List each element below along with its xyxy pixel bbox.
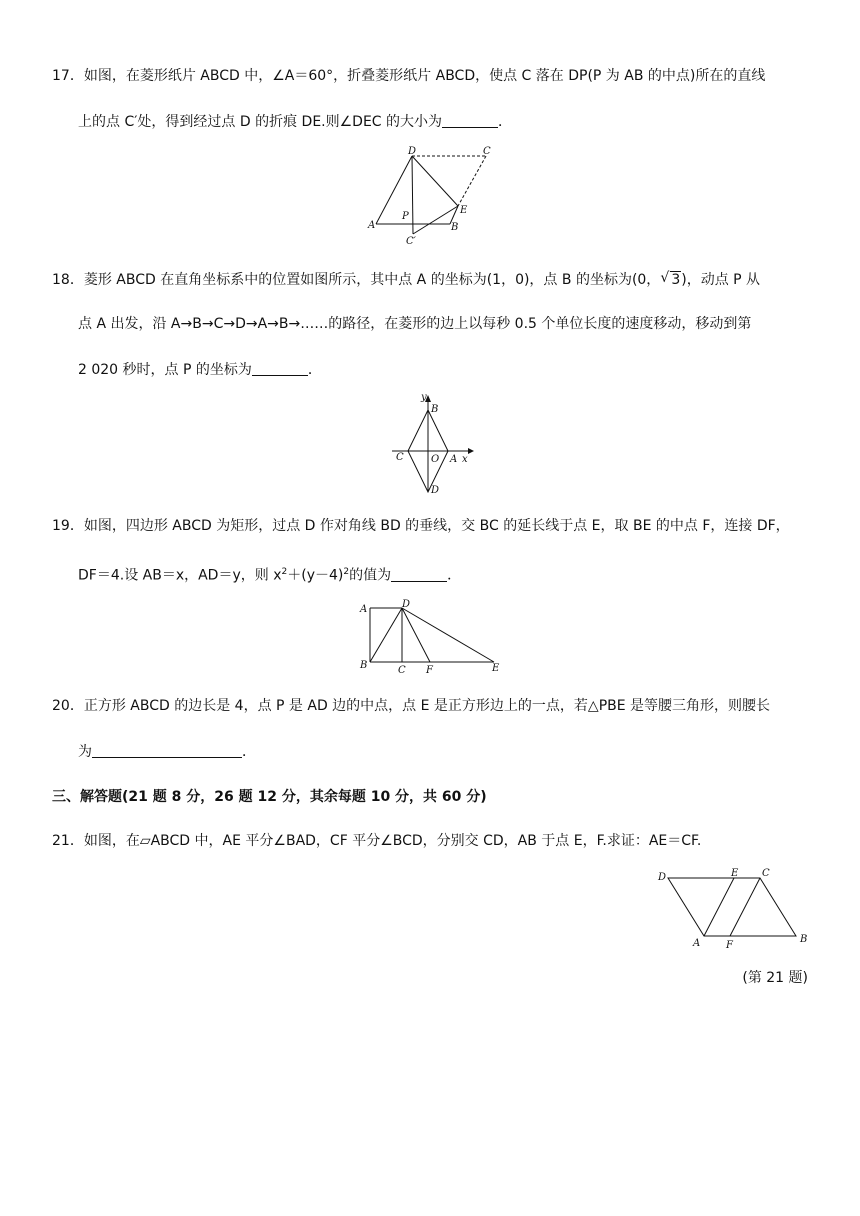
q18-period: ． [307,362,322,378]
q18-answer-blank[interactable] [252,361,308,376]
sqrt-symbol: √ 3 [660,270,681,288]
q18-text-3: 2 020 秒时，点 P 的坐标为 [78,362,252,378]
q21-label-C: C [762,868,770,879]
q19-text-2c: 的值为 [349,567,392,584]
q19-exponent-1: 2 [281,567,288,577]
q18-label-B: B [431,404,439,415]
q19-text-2a: DF＝4.设 AB＝x，AD＝y，则 x [78,567,282,584]
q19-answer-blank[interactable] [391,567,447,582]
q17-label-C: C [483,146,491,157]
q20-period: ． [242,744,256,760]
q20-answer-blank[interactable] [92,743,242,758]
q17-label-E: E [460,205,468,216]
q21-label-D: D [658,872,667,883]
q18-label-O: O [431,454,440,465]
q17-label-A: A [368,220,376,231]
q17-number: 17 [52,68,70,84]
q21-number: 21 [52,833,70,849]
q20-line1 [52,696,770,716]
q18-text-2: 点 A 出发，沿 A→B→C→D→A→B→……的路径，在菱形的边上以每秒 0.5 个单位长度的速度移动，移动到第 [78,316,752,332]
q21-label-E: E [731,868,739,879]
q19-label-E: E [492,663,500,674]
q19-label-D: D [402,599,411,610]
q18-label-x: x [462,454,468,465]
q18-label-D: D [431,485,440,496]
q21-figure [656,864,816,958]
q19-exponent-2: 2 [343,567,350,577]
q18-number: 18 [52,272,70,288]
section-3-heading: 三、解答题(21 题 8 分，26 题 12 分，其余每题 10 分，共 60 分) [52,789,487,805]
q18-text-1b: )，动点 P 从 [681,272,761,288]
q18-line1 [52,270,760,290]
q19-figure [356,598,506,680]
q19-label-C: C [398,665,406,676]
q17-label-B: B [451,222,459,233]
q21-line1 [52,831,701,851]
q20-line2 [78,742,256,762]
q17-label-D: D [408,146,417,157]
q19-label-A: A [360,604,368,615]
q17-answer-blank[interactable] [442,113,498,128]
q21-label-B: B [800,934,808,945]
q19-text-1: ．如图，四边形 ABCD 为矩形，过点 D 作对角线 BD 的垂线，交 BC 的延长线于点 E，取 BE 的中点 F，连接 DF， [69,518,790,534]
q18-line2 [78,314,751,334]
q19-label-F: F [426,665,433,676]
q18-figure [388,390,478,504]
q21-text-1: ．如图，在▱ABCD 中，AE 平分∠BAD，CF 平分∠BCD，分别交 CD，AB 于点 E，F.求证：AE＝CF. [69,833,702,849]
q17-figure [362,146,502,250]
q18-line3 [78,360,322,380]
q18-label-C: C [396,452,404,463]
q19-number: 19 [52,518,70,534]
q18-sqrt-value: 3 [671,272,681,288]
q20-number: 20 [52,698,70,714]
q18-text-1a: ．菱形 ABCD 在直角坐标系中的位置如图所示，其中点 A 的坐标为(1，0)，点 B 的坐标为(0， [69,272,661,288]
q20-text-1: ．正方形 ABCD 的边长是 4，点 P 是 AD 边的中点，点 E 是正方形边上的一点，若△PBE 是等腰三角形，则腰长 [69,698,771,714]
q17-label-Cprime: C′ [406,236,416,246]
q17-text-1: ．如图，在菱形纸片 ABCD 中，∠A＝60°，折叠菱形纸片 ABCD，使点 C 落在 DP(P 为 AB 的中点)所在的直线 [69,68,766,84]
q17-text-2: 上的点 C′处，得到经过点 D 的折痕 DE.则∠DEC 的大小为 [78,114,443,130]
q19-label-B: B [360,660,368,671]
q21-caption: (第 21 题) [742,970,808,986]
q17-line2 [78,112,512,132]
q21-label-F: F [726,940,733,951]
q20-text-2: 为 [78,744,92,760]
q17-line1 [52,66,765,86]
q17-period: ． [498,114,513,130]
q19-line2 [78,562,461,586]
q21-label-A: A [693,938,701,949]
q18-label-A: A [450,454,458,465]
q17-label-P: P [402,211,409,222]
q18-label-y: y [421,392,427,403]
q19-line1 [52,516,790,536]
q19-text-2b: ＋(y－4) [287,567,344,584]
q19-period: ． [447,567,462,584]
